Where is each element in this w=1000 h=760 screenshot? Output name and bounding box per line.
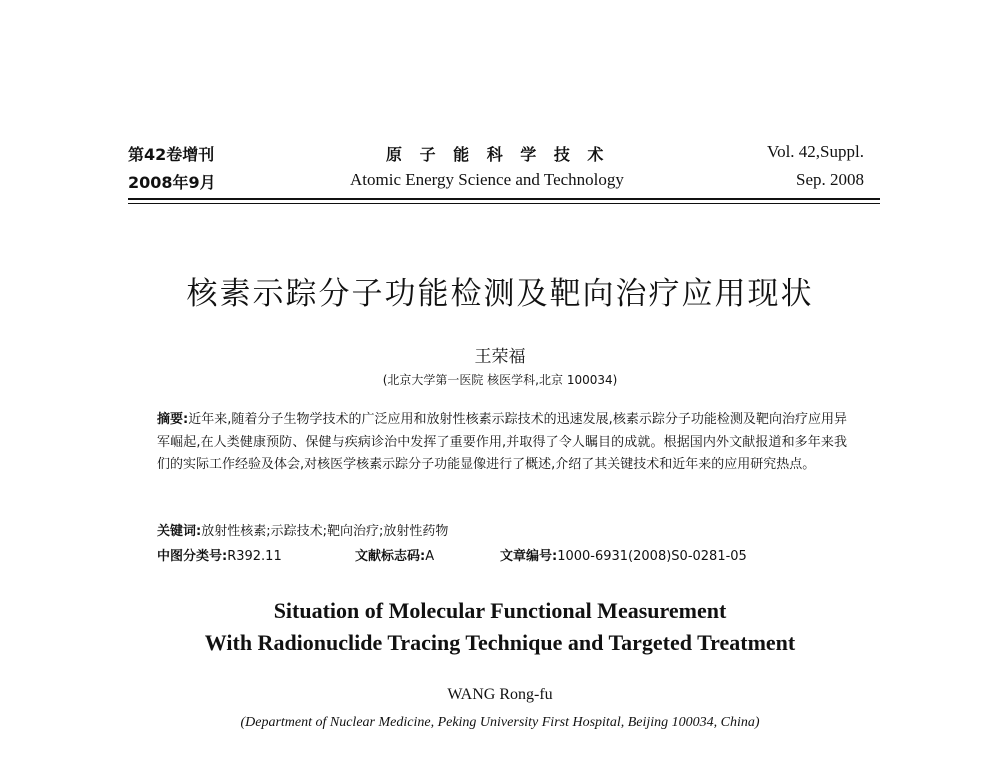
abstract-text: 近年来,随着分子生物学技术的广泛应用和放射性核素示踪技术的迅速发展,核素示踪分子功能检测及靶向治疗应用异军崛起,在人类健康预防、保健与疾病诊治中发挥了重要作用,并取得了令人瞩目的成就。根据国内外文献报道和多年来我们的实际工作经验及体会,对核医学核素示踪分子功能显像进行了概述,介绍了其关键技术和近年来的应用研究热点。 [157,412,847,472]
header-rule-thin [128,203,880,204]
article-title-en-line1: Situation of Molecular Functional Measurement [273,598,727,623]
clc-number [157,545,282,564]
publication-date-en: Sep. 2008 [796,170,864,189]
affiliation-cn: (北京大学第一医院 核医学科,北京 100034) [382,373,618,387]
doc-code-value: A [425,549,435,564]
article-title-cn: 核素示踪分子功能检测及靶向治疗应用现状 [186,276,814,312]
doc-code-label: 文献标志码: [355,549,426,564]
article-no-label: 文章编号: [500,549,558,564]
journal-title-cn: 原 子 能 科 学 技 术 [386,145,610,164]
keywords-text: 放射性核素;示踪技术;靶向治疗;放射性药物 [201,524,449,539]
volume-issue-en: Vol. 42,Suppl. [767,142,864,161]
clc-label: 中图分类号: [157,549,228,564]
document-code [355,545,434,564]
affiliation-en: (Department of Nuclear Medicine, Peking University First Hospital, Beijing 100034, China) [240,715,760,730]
keywords [157,520,448,539]
journal-title-en: Atomic Energy Science and Technology [350,170,624,189]
volume-issue-cn: 第42卷增刊 [128,145,215,164]
article-number [500,545,747,564]
keywords-label: 关键词: [157,524,202,539]
clc-value: R392.11 [227,549,282,564]
publication-date-cn: 2008年9月 [128,173,216,192]
article-no-value: 1000-6931(2008)S0-0281-05 [557,549,747,564]
abstract-label: 摘要: [157,412,189,427]
article-title-en-line2: With Radionuclide Tracing Technique and Targeted Treatment [204,630,796,655]
author-name-en: WANG Rong-fu [447,686,553,703]
abstract-cn [157,409,847,477]
header-rule-thick [128,198,880,200]
author-name-cn: 王荣福 [474,347,526,367]
